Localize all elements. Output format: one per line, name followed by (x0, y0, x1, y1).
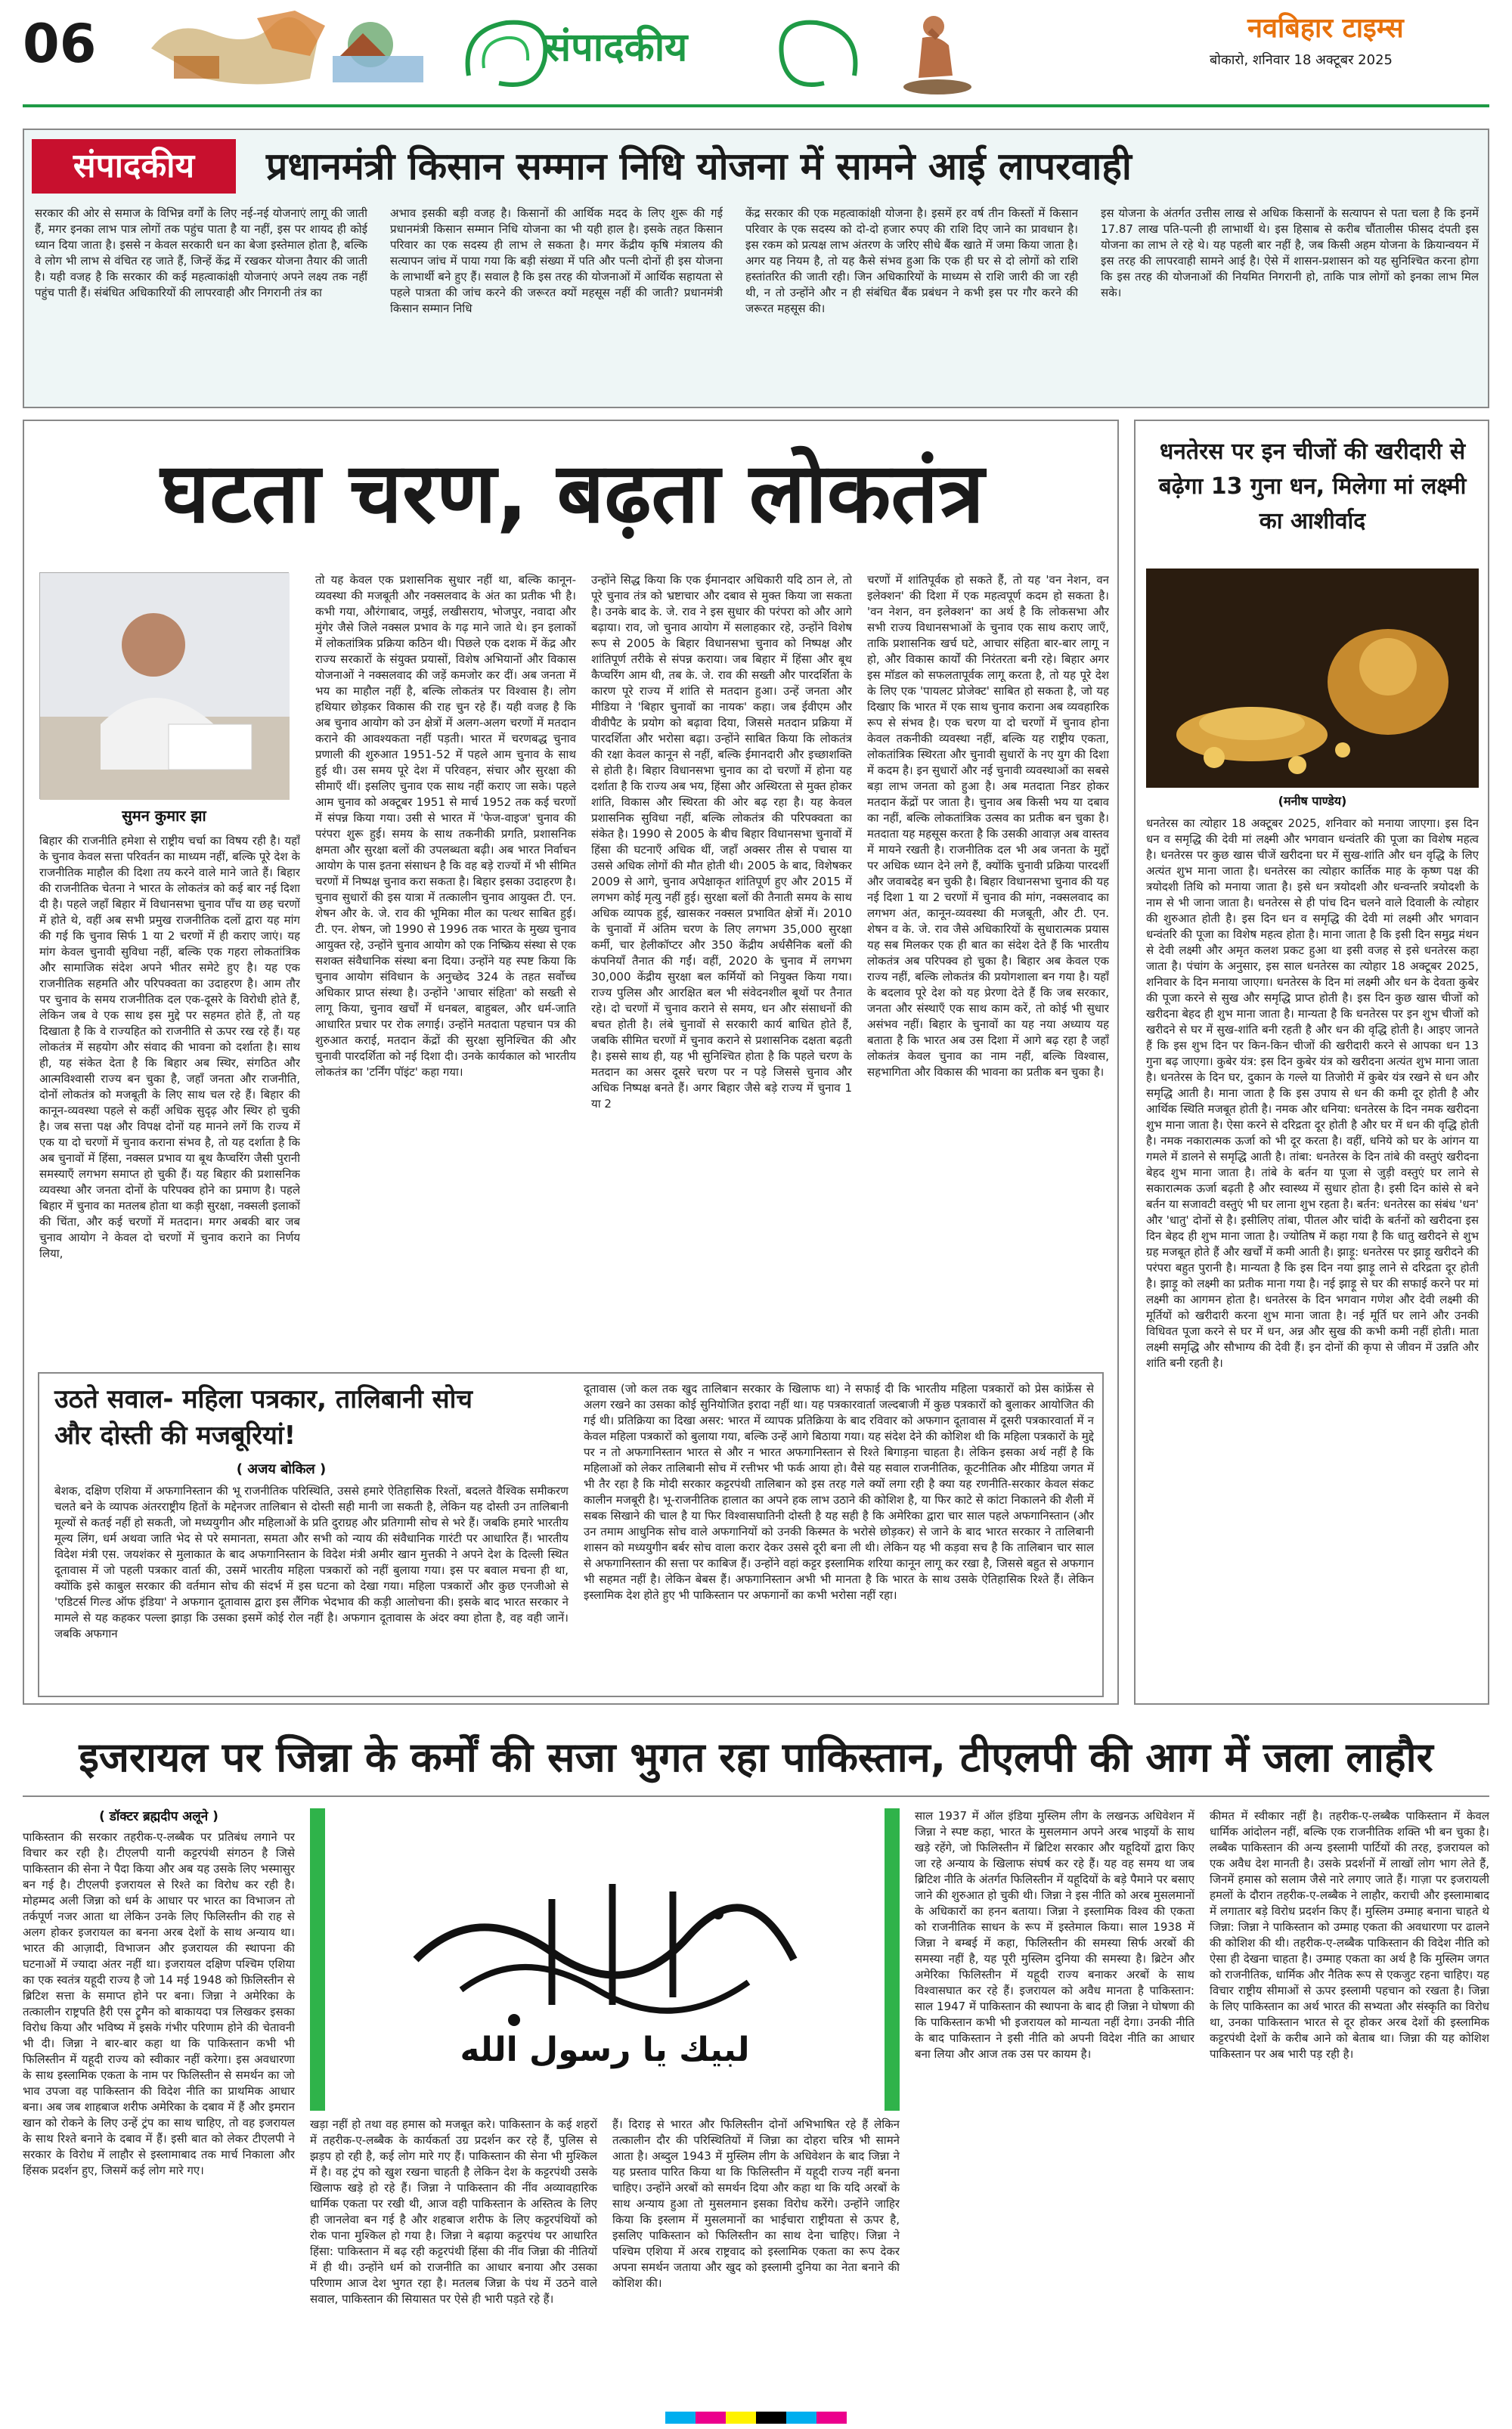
section-title: संपादकीय (544, 25, 688, 70)
women-headline: उठते सवाल- महिला पत्रकार, तालिबानी सोच और दोस्ती की मजबूरियां! (54, 1384, 472, 1451)
israel-rule (23, 1795, 1489, 1797)
sidebar-box (1134, 420, 1489, 1705)
israel-col-3: हैं। दिराइ से भारत और फिलिस्तीन दोनों अभिभाषित रहे हैं लेकिन तत्कालीन दौर की परिस्थितियों में जिन्ना का दोहरा चरित्र भी सामने आता है। अब्दुल 1943 में मुस्लिम लीग के अधिवेशन के बाद जिन्ना ने यह प्रस्ताव पारित किया था कि फिलिस्तीन में यहूदी राज्य नहीं बनना चाहिए। उन्होंने अरबों को समर्थन दिया और कहा था कि यदि अरबों के साथ अन्याय हुआ तो मुसलमान इसका विरोध करेंगे। उन्होंने जाहिर किया कि इस्लाम में मुसलमानों का भाईचारा राष्ट्रीयता से ऊपर है, इसलिए पाकिस्तान को फिलिस्तीन का साथ देना चाहिए। जिन्ना ने पश्चिम एशिया में अरब राष्ट्रवाद को इस्लामिक एकता का रूप देकर अपना समर्थन जताया और खुद को इस्लामी दुनिया का नेता बनाने की कोशिश की। (612, 2118, 900, 2290)
sidebar-photo (1146, 569, 1479, 788)
sidebar-headline: धनतेरस पर इन चीजों की खरीदारी से बढ़ेगा 13 गुना धन, मिलेगा मां लक्ष्मी का आशीर्वाद (1158, 438, 1467, 534)
main-headline: घटता चरण, बढ़ता लोकतंत्र (160, 445, 984, 541)
page-number: 06 (23, 13, 97, 75)
author-name: सुमन कुमार झा (122, 807, 206, 825)
editorial-tag: संपादकीय (32, 139, 236, 194)
israel-byline: ( डॉक्टर ब्रह्मदीप अलूने ) (99, 1809, 218, 1824)
sidebar-byline: (मनीष पाण्डेय) (1278, 794, 1347, 808)
masthead (0, 0, 1512, 106)
editorial-box (23, 129, 1489, 408)
masthead-swirl-right (779, 8, 869, 98)
calligraphy-banner (310, 1808, 900, 2111)
women-byline: ( अजय बोकिल ) (236, 1461, 327, 1477)
israel-headline: इजरायल पर जिन्ना के कर्मों की सजा भुगत रहा पाकिस्तान, टीएलपी की आग में जला लाहौर (79, 1733, 1433, 1781)
editorial-headline: प्रधानमंत्री किसान सम्मान निधि योजना में सामने आई लापरवाही (266, 144, 1132, 188)
main-col-4: चरणों में शांतिपूर्वक हो सकते हैं, तो यह 'वन नेशन, वन इलेक्शन' की दिशा में एक महत्वपूर्ण कदम हो सकता है। 'वन नेशन, वन इलेक्शन' का अर्थ है कि लोकसभा और सभी राज्य विधानसभाओं के चुनाव एक साथ कराए जाएँ, ताकि प्रशासनिक खर्च घटे, आचार संहिता बार-बार लागू न हो, और विकास कार्यों की निरंतरता बनी रहे। बिहार अगर इस मॉडल को सफलतापूर्वक लागू करता है, तो यह पूरे देश के लिए एक 'पायलट प्रोजेक्ट' साबित हो सकता है, जो यह दिखाए कि भारत में एक साथ चुनाव कराना अब व्यवहारिक रूप से संभव है। एक चरण या दो चरणों में चुनाव होना केवल तकनीकी व्यवस्था नहीं, बल्कि यह राष्ट्रीय एकता, लोकतांत्रिक स्थिरता और चुनावी सुधारों के नए युग की दिशा में कदम है। इन सुधारों और नई चुनावी व्यवस्थाओं का सबसे बड़ा लाभ जनता को हुआ है। अब मतदाता निडर होकर मतदान केंद्रों पर जाता है। चुनाव अब किसी भय या दबाव का नहीं, बल्कि लोकतांत्रिक उत्सव का प्रतीक बन चुका है। मतदाता यह महसूस करता है कि उसकी आवाज़ अब वास्तव में मायने रखती है। राजनीतिक दल भी अब जनता के मुद्दों पर अधिक ध्यान देने लगे हैं, क्योंकि चुनावी प्रक्रिया पारदर्शी और जवाबदेह बन चुकी है। बिहार विधानसभा चुनाव की यह नई दिशा 1 या 2 चरणों में चुनाव की मांग, नक्सलवाद का लगभग अंत, कानून-व्यवस्था की मजबूती, और टी. एन. शेषन व के. जे. राव जैसे अधिकारियों के सुधारात्मक प्रयास यह सब मिलकर एक ही बात का संदेश देते हैं कि भारतीय लोकतंत्र अब परिपक्व हो चुका है। बिहार अब केवल एक राज्य नहीं, बल्कि लोकतंत्र की प्रयोगशाला बन गया है। यहाँ के बदलाव पूरे देश को यह प्रेरणा देते हैं कि जब सरकार, जनता और संस्थाएँ एक साथ काम करें, तो कोई भी सुधार असंभव नहीं। बिहार के चुनावों का यह नया अध्याय यह बताता है कि भारत अब उस दिशा में आगे बढ़ रहा है जहाँ लोकतंत्र केवल चुनाव का नाम नहीं, बल्कि विश्वास, सहभागिता और विकास की भावना का प्रतीक बन चुका है। (867, 573, 1109, 1079)
dateline: बोकारो, शनिवार 18 अक्टूबर 2025 (1210, 52, 1393, 68)
women-col-2: दूतावास (जो कल तक खुद तालिबान सरकार के खिलाफ था) ने सफाई दी कि भारतीय महिला पत्रकारों को प्रेस कांफ्रेंस से अलग रखने का उसका कोई सुनियोजित इरादा नहीं था। यह पत्रकारवार्ता जल्दबाजी में कुछ पत्रकारों को बुलाकर आयोजित की गई थी। प्रतिक्रिया का दिखा असर: भारत में व्यापक प्रतिक्रिया के बाद रविवार को अफगान दूतावास में दूसरी पत्रकारवार्ता में न केवल महिला पत्रकारों को बुलाया गया, बल्कि उन्हें आगे बिठाया गया। यह संदेश देने की कोशिश थी कि महिला पत्रकारों के मुद्दे पर न तो अफगानिस्तान भारत से और न भारत अफगानिस्तान से रिश्ते बिगाड़ना चाहता है। लेकिन इसका अर्थ नहीं है कि महिलाओं को लेकर तालिबानी सोच में रत्तीभर भी फर्क आया हो। वैसे यह सवाल राजनीतिक, कूटनीतिक और मीडिया जगत में भी तैर रहा है कि मोदी सरकार कट्टरपंथी तालिबान को इस तरह गले क्यों लगा रही है क्या यह रणनीति-सरकार केवल संकट कालीन मजबूरी है। भू-राजनीतिक हालात का अपने हक लाभ उठाने की कोशिश है, या फिर काटे से कांटा निकालने की शैली में सबक सिखाने की चाल है या फिर विश्वासघातिनी दोस्ती है यह सही है कि अमेरिका द्वारा चार साल पहले अफगानिस्तान (और उन तमाम आधुनिक सोच वाले अफगानियों को उनकी किस्मत के भरोसे छोड़कर) से जाने के बाद भारत सरकार ने तालिबानी शासन को मध्ययुगीन बर्बर सोच वाला करार देकर उससे दूरी बना ली थी। लेकिन यह भी कड़वा सच है कि तालिबान चार साल से अफगानिस्तान की सत्ता पर काबिज हैं। उन्होंने वहां कट्टर इस्लामिक शरिया कानून लागू कर रखा है, जिससे बहुत से अफगान भी सहमत नहीं है। लेकिन बेबस हैं। अफगानिस्तान अभी भी मानता है कि भारत के साथ उसके ऐतिहासिक रिश्ते हैं। लेकिन इस्लामिक देश होते हुए भी पाकिस्तान पर अफगानों का कभी भरोसा नहीं रहा। (584, 1382, 1094, 1602)
main-col-1-text: बिहार की राजनीति हमेशा से राष्ट्रीय चर्चा का विषय रही है। यहाँ के चुनाव केवल सत्ता परिवर्तन का माध्यम नहीं, बल्कि पूरे देश के राजनीतिक माहौल की दिशा तय करने वाले माने जाते हैं। बिहार की राजनीतिक चेतना ने भारत के लोकतंत्र को कई बार नई दिशा दी है। पहले जहाँ बिहार में विधानसभा चुनाव पाँच या छह चरणों में होते थे, वहीं अब सभी प्रमुख राजनीतिक दलों द्वारा यह मांग की गई कि चुनाव सिर्फ 1 या 2 चरणों में ही कराए जाएं। यह मांग केवल चुनावी सुविधा नहीं, बल्कि एक गहरा लोकतांत्रिक और सामाजिक संदेश अपने भीतर समेटे हुए है। यह एक राजनीतिक सहमति और परिपक्वता का उदाहरण है। आम तौर पर चुनाव के समय राजनीतिक दल एक-दूसरे के विरोधी होते हैं, लेकिन जब वे एक साथ इस मुद्दे पर सहमत होते हैं, तो यह दिखाता है कि वे राज्यहित को राजनीति से ऊपर रख रहे हैं। यह लोकतंत्र में सहयोग और संवाद की भावना को दर्शाता है। साथ ही, यह संकेत देता है कि बिहार अब स्थिर, संगठित और आत्मविश्वासी राज्य बन चुका है, जहाँ जनता और राजनीति, दोनों लोकतंत्र को मजबूती के लिए साथ चल रहे हैं। बिहार की कानून-व्यवस्था पहले से कहीं अधिक सुदृढ़ और स्थिर हो चुकी है। जब सत्ता पक्ष और विपक्ष दोनों यह मानने लगें कि राज्य में एक या दो चरणों में चुनाव कराना संभव है, तो यह दर्शाता है कि अब चुनावों में हिंसा, नक्सल प्रभाव या बूथ कैप्चरिंग जैसी पुरानी समस्याएँ लगभग समाप्त हो चुकी हैं। यह बिहार की प्रशासनिक व्यवस्था और जनता दोनों के परिपक्व होने का प्रमाण है। पहले बिहार में चुनाव का मतलब होता था कड़ी सुरक्षा, नक्सली इलाकों की चिंता, और कई चरणों में मतदान। मगर अबकी बार जब चुनाव आयोग ने केवल दो चरणों में चुनाव कराने का निर्णय लिया, (39, 834, 300, 1260)
registration-bar (665, 2412, 847, 2424)
calligraphy-text: لبيك يا رسول الله (460, 2031, 750, 2069)
editorial-col-3: केंद्र सरकार की एक महत्वाकांक्षी योजना है। इसमें हर वर्ष तीन किस्तों में किसान परिवार के एक सदस्य को दो-दो हजार रुपए की राशि दिए जाने का प्रावधान है। इस रकम को प्रत्यक्ष लाभ अंतरण के जरिए सीधे बैंक खाते में जमा किया जाता है। अगर यह नियम है, तो यह कैसे संभव हुआ कि एक ही घर से दो लोगों को राशि हस्तांतरित की जाती रही। जिन अधिकारियों के माध्यम से राशि जारी की जा रही थी, न तो उन्होंने और न ही संबंधित बैंक प्रबंधन ने कभी इस पर गौर करने की जरूरत महसूस की। (745, 206, 1078, 315)
israel-col-1: पाकिस्तान की सरकार तहरीक-ए-लब्बैक पर प्रतिबंध लगाने पर विचार कर रही है। टीएलपी यानी कट्टरपंथी संगठन है जिसे पाकिस्तान की सेना ने पैदा किया और अब यह उसके लिए भस्मासुर बन गई है। टीएलपी इजरायल से रिश्ते का विरोध कर रही है। मोहम्मद अली जिन्ना को धर्म के आधार पर भारत का विभाजन तो तर्कपूर्ण नजर आता था लेकिन उनके लिए फिलिस्तीन की राह से अलग होकर इजरायल का बनना अरब देशों के साथ अन्याय था। भारत की आज़ादी, विभाजन और इजरायल की स्थापना की घटनाओं में ज्यादा अंतर नहीं था। इजरायल दक्षिण पश्चिम एशिया का एक स्वतंत्र यहूदी राज्य है जो 14 मई 1948 को फ़िलिस्तीन से ब्रिटिश सत्ता के समाप्त होने पर बना। जिन्ना ने अमेरिका के तत्कालीन राष्ट्रपति हैरी एस ट्रूमैन को बाकायदा पत्र लिखकर इसका विरोध किया और भविष्य में इसके गंभीर परिणाम होने की चेतावनी भी दी। जिन्ना ने बार-बार कहा था कि पाकिस्तान कभी भी फिलिस्तीन में यहूदी राज्य को स्वीकार नहीं करेगा। इस अवधारणा के साथ इस्लामिक एकता के नाम पर फिलिस्तीन से समर्थन का जो भाव उपजा वह पाकिस्तान की विदेश नीति का प्राथमिक आधार बना। अब जब शाहबाज शरीफ अमेरिका के दबाव में हैं और इमरान खान को रोकने के लिए उन्हें ट्रंप का साथ चाहिए, तो वह इजरायल के साथ रिश्ते बनाने के दबाव में हैं। इसी बात को लेकर टीएलपी ने सरकार के विरोध में लाहौर से इस्लामाबाद तक मार्च निकाला और हिंसक प्रदर्शन हुए, जिसमें कई लोग मारे गए। (23, 1830, 295, 2177)
masthead-swirl (454, 8, 559, 98)
editorial-col-2: अभाव इसकी बड़ी वजह है। किसानों की आर्थिक मदद के लिए शुरू की गई प्रधानमंत्री किसान सम्मान निधि योजना का भी यही हाल है। इसके तहत किसान परिवार का एक सदस्य ही लाभ ले सकता है। मगर केंद्रीय कृषि मंत्रालय की सत्यापन जांच में पाया गया कि बड़ी संख्या में पति और पत्नी दोनों ही इस योजना के लाभार्थी बने हुए हैं। सवाल है कि इस तरह की योजनाओं में आर्थिक सहायता से पहले पात्रता की जांच करने की जरूरत क्यों महसूस नहीं की जाती? प्रधानमंत्री किसान सम्मान निधि (390, 206, 723, 315)
author-photo (39, 572, 289, 799)
israel-col-4: साल 1937 में ऑल इंडिया मुस्लिम लीग के लखनऊ अधिवेशन में जिन्ना ने स्पष्ट कहा, भारत के मुसलमान अपने अरब भाइयों के साथ खड़े रहेंगे, जो फिलिस्तीन में ब्रिटिश सरकार और यहूदियों द्वारा किए जा रहे अन्याय के खिलाफ संघर्ष कर रहे हैं। यह वह समय था जब ब्रिटिश नीति के अंतर्गत फिलिस्तीन में यहूदियों के बड़े पैमाने पर बसाए जाने की शुरुआत हो चुकी थी। जिन्ना ने इस नीति को अरब मुसलमानों के अधिकारों का हनन बताया। जिन्ना ने इस्लामिक विश्व की एकता को राजनीतिक साधन के रूप में इस्तेमाल किया। साल 1938 में जिन्ना ने बम्बई में कहा, फिलिस्तीन की समस्या सिर्फ अरबों की समस्या नहीं है, यह पूरी मुस्लिम दुनिया की समस्या है। ब्रिटेन और अमेरिका फिलिस्तीन में यहूदी राज्य बनाकर अरबों के साथ विश्वासघात कर रहे हैं। इजरायल को अवैध मानता है पाकिस्तान: साल 1947 में पाकिस्तान की स्थापना के बाद ही जिन्ना ने घोषणा की कि पाकिस्तान कभी भी इजरायल को मान्यता नहीं देगा। उनकी नीति के बाद पाकिस्तान ने इसी नीति को अपनी विदेश नीति का आधार बना लिया और आज तक उस पर कायम है। (915, 1809, 1194, 2061)
israel-col-2: खड़ा नहीं हो तथा वह हमास को मजबूत करे। पाकिस्तान के कई शहरों में तहरीक-ए-लब्बैक के कार्यकर्ता उग्र प्रदर्शन कर रहे हैं, पुलिस से झड़प हो रही है, कई लोग मारे गए हैं। पाकिस्तान की सेना भी मुश्किल में है। वह ट्रंप को खुश रखना चाहती है लेकिन देश के कट्टरपंथी उसके खिलाफ खड़े हो रहे हैं। जिन्ना ने पाकिस्तान की नींव अव्यावहारिक धार्मिक एकता पर रखी थी, आज वही पाकिस्तान के अस्तित्व के लिए ही जानलेवा बन गई है और शहबाज शरीफ के लिए कट्टरपंथियों को रोक पाना मुश्किल हो गया है। जिन्ना ने बढ़ाया कट्टरपंथ पर आधारित हिंसा: पाकिस्तान में बढ़ रही कट्टरपंथी हिंसा की नींव जिन्ना की नीतियों में ही थी। उन्होंने धर्म को राजनीति का आधार बनाया और उसका परिणाम आज देश भुगत रहा है। मतलब जिन्ना के पंथ में उठने वाले सवाल, पाकिस्तान की सियासत पर ऐसे ही भारी पड़ते रहे हैं। (310, 2118, 597, 2306)
main-col-3: उन्होंने सिद्ध किया कि एक ईमानदार अधिकारी यदि ठान ले, तो पूरे चुनाव तंत्र को भ्रष्टाचार और दबाव से मुक्त किया जा सकता है। उनके बाद के. जे. राव ने इस सुधार की परंपरा को और आगे बढ़ाया। राव, जो चुनाव आयोग में सलाहकार रहे, उन्होंने विशेष रूप से 2005 के बिहार विधानसभा चुनाव को निष्पक्ष और शांतिपूर्ण तरीके से संपन्न कराया। जब बिहार में हिंसा और बूथ कैप्चरिंग आम थी, तब के. जे. राव की सख्ती और पारदर्शिता के कारण पूरे राज्य में शांति से मतदान हुआ। उन्हें जनता और मीडिया ने 'बिहार चुनावों का नायक' कहा। जब ईवीएम और वीवीपैट के प्रयोग को बढ़ावा दिया, जिससे मतदान प्रक्रिया में पारदर्शिता और भरोसा बढ़ा। उन्होंने साबित किया कि लोकतंत्र की रक्षा केवल कानून से नहीं, बल्कि ईमानदारी और इच्छाशक्ति से होती है। बिहार विधानसभा चुनाव का दो चरणों में होना यह दर्शाता है कि राज्य अब भय, हिंसा और अस्थिरता से मुक्त होकर शांति, विकास और स्थिरता की ओर बढ़ रहा है। यह केवल प्रशासनिक सुविधा नहीं, बल्कि लोकतंत्र की परिपक्वता का संकेत है। 1990 से 2005 के बीच बिहार विधानसभा चुनावों में हिंसा की घटनाएँ अधिक थीं, जहाँ अक्सर तीस से पचास या उससे अधिक लोगों की मौत होती थी। 2005 के बाद, विशेषकर 2009 से आगे, चुनाव अपेक्षाकृत शांतिपूर्ण हुए और 2015 में लगभग कोई मृत्यु नहीं हुई। सुरक्षा बलों की तैनाती समय के साथ अधिक व्यापक हुई, खासकर नक्सल प्रभावित क्षेत्रों में। 2010 के चुनावों में अंतिम चरण के लिए लगभग 35,000 सुरक्षा कर्मी, चार हेलीकॉप्टर और 350 केंद्रीय अर्धसैनिक बलों की कंपनियाँ तैनात की गईं। वहीं, 2020 के चुनाव में लगभग 30,000 केंद्रीय सुरक्षा बल कर्मियों को नियुक्त किया गया। राज्य पुलिस और आरक्षित बल भी संवेदनशील बूथों पर तैनात रहे। दो चरणों में चुनाव कराने से समय, धन और संसाधनों की बचत होती है। लंबे चुनावों से सरकारी कार्य बाधित होते हैं, जबकि सीमित चरणों में चुनाव कराने से प्रशासनिक दक्षता बढ़ती है। इससे साथ ही, यह भी सुनिश्चित होता है कि पहले चरण के मतदान का असर दूसरे चरण पर न पड़े जिससे चुनाव और अधिक निष्पक्ष बनते हैं। अगर बिहार जैसे बड़े राज्य में चुनाव 1 या 2 (591, 573, 852, 1111)
main-col-2: तो यह केवल एक प्रशासनिक सुधार नहीं था, बल्कि कानून-व्यवस्था की मजबूती और नक्सलवाद के अंत का प्रतीक भी है। कभी गया, औरंगाबाद, जमुई, लखीसराय, भोजपुर, नवादा और मुंगेर जैसे जिले नक्सल प्रभाव के गढ़ माने जाते थे। इन इलाकों में लोकतांत्रिक प्रक्रिया कठिन थी। पिछले एक दशक में केंद्र और राज्य सरकारों के संयुक्त प्रयासों, विशेष अभियानों और विकास योजनाओं ने नक्सलवाद की जड़ें कमजोर कर दीं। अब जनता में भय का माहौल नहीं है, बल्कि लोकतंत्र पर विश्वास है। लोग हथियार छोड़कर विकास की राह चुन रहे हैं। यही वजह है कि अब चुनाव आयोग को उन क्षेत्रों में अलग-अलग चरणों में मतदान कराने की आवश्यकता नहीं पड़ती। भारत में चरणबद्ध चुनाव प्रणाली की शुरुआत 1951-52 में पहले आम चुनाव के साथ हुई थी। उस समय पूरे देश में परिवहन, संचार और सुरक्षा की सीमाएँ थीं। इसलिए चुनाव एक साथ नहीं कराए जा सके। पहले आम चुनाव को अक्टूबर 1951 से मार्च 1952 तक कई चरणों में संपन्न किया गया। उसी से भारत में 'फेज-वाइज' चुनाव की परंपरा शुरू हुई। समय के साथ तकनीकी प्रगति, प्रशासनिक क्षमता और सुरक्षा बलों की उपलब्धता बढ़ी। अब भारत निर्वाचन आयोग के पास इतना संसाधन है कि वह बड़े राज्यों में भी सीमित चरणों में निष्पक्ष चुनाव करा सकता है। बिहार इसका उदाहरण है। चुनाव सुधारों की इस यात्रा में तत्कालीन चुनाव आयुक्त टी. एन. शेषन और के. जे. राव की भूमिका मील का पत्थर साबित हुई। टी. एन. शेषन, जो 1990 से 1996 तक भारत के मुख्य चुनाव आयुक्त रहे, उन्होंने चुनाव आयोग को एक निष्क्रिय संस्था से एक सशक्त संवैधानिक संस्था बना दिया। उन्होंने यह स्पष्ट किया कि चुनाव आयोग संविधान के अनुच्छेद 324 के तहत सर्वोच्च अधिकार प्राप्त संस्था है। उन्होंने 'आचार संहिता' को सख्ती से लागू किया, चुनाव खर्चों में धनबल, बाहुबल, और धर्म-जाति आधारित प्रचार पर रोक लगाई। उन्होंने मतदाता पहचान पत्र की शुरुआत कराई, मतदान केंद्रों की सुरक्षा सुनिश्चित की और चुनावी पारदर्शिता को नई दिशा दी। उनके कार्यकाल को भारतीय लोकतंत्र का 'टर्निंग पॉइंट' कहा गया। (315, 573, 576, 1079)
women-article (38, 1372, 1104, 1697)
editorial-col-4: इस योजना के अंतर्गत उत्तीस लाख से अधिक किसानों के सत्यापन से पता चला है कि इनमें 17.87 लाख पति-पत्नी ही लाभार्थी थे। इस हिसाब से करीब चौंतालीस फीसद दंपती इस योजना का लाभ ले रहे थे। यह पहली बार नहीं है, जब किसी अहम योजना के क्रियान्वयन में इस तरह की लापरवाही सामने आई है। ऐसे में शासन-प्रशासन को यह सुनिश्चित करना होगा कि इस तरह की योजनाओं की नियमित निगरानी हो, ताकि पात्र लोगों को इनका लाभ मिल सके। (1101, 206, 1479, 299)
masthead-rule (23, 104, 1489, 107)
women-col-1: बेशक, दक्षिण एशिया में अफगानिस्तान की भू राजनीतिक परिस्थिति, उससे हमारे ऐतिहासिक रिश्तों, बदलते वैश्विक समीकरण चलते बने के व्यापक अंतरराष्ट्रीय हितों के मद्देनजर तालिबान से दोस्ती सही मानी जा सकती है, लेकिन यह दोस्ती उन तालिबानी मूल्यों से कतई नहीं हो सकती, जो मध्ययुगीन और महिलाओं के प्रति दुराग्रह और प्रतिगामी सोच से भरे हैं। जबकि हमारे भारतीय मूल्य लिंग, धर्म अथवा जाति भेद से परे समानता, समता और सभी को न्याय की संवैधानिक गारंटी पर आधारित हैं। भारतीय विदेश मंत्री एस. जयशंकर से मुलाकात के बाद अफगानिस्तान के विदेश मंत्री अमीर खान मुत्तकी ने अपने देश के दिल्ली स्थित दूतावास में जो पहली पत्रकार वार्ता की, उसमें भारतीय महिला पत्रकारों को नहीं बुलाया गया। इस पर बवाल मचना ही था, क्योंकि इसे काबुल सरकार की वर्तमान सोच की संदर्भ में इस घटना को देखा गया। महिला पत्रकारों और कुछ एनजीओ से 'एडिटर्स गिल्ड ऑफ इंडिया' ने अफगान दूतावास द्वारा इस लैंगिक भेदभाव की कड़ी आलोचना की। इसके बाद भारत सरकार ने मामले से यह कहकर पल्ला झाड़ा कि उसका इसमें कोई रोल नहीं है। अफगान दूतावास के अंदर क्या होता है, वह वही जानें। जबकि अफगान (54, 1484, 569, 1641)
masthead-illustration (144, 3, 446, 94)
thinker-illustration (892, 4, 983, 98)
israel-col-5: कीमत में स्वीकार नहीं है। तहरीक-ए-लब्बैक पाकिस्तान में केवल धार्मिक आंदोलन नहीं, बल्कि एक राजनीतिक शक्ति भी बन चुका है। लब्बैक पाकिस्तान की अन्य इस्लामी पार्टियों की तरह, इजरायल को एक अवैध देश मानती है। उसके प्रदर्शनों में लाखों लोग भाग लेते हैं, जिनमें हमास को सलाम जैसे नारे लगाए जाते हैं। गाज़ा पर इजरायली हमलों के दौरान तहरीक-ए-लब्बैक ने लाहौर, कराची और इस्लामाबाद में लगातार बड़े विरोध प्रदर्शन किए हैं। मुस्लिम उम्माह बनाना चाहते थे जिन्ना: जिन्ना ने पाकिस्तान को उम्माह एकता की अवधारणा पर ढालने की कोशिश की थी। तहरीक-ए-लब्बैक पाकिस्तान की विदेश नीति को ऐसा ही देखना चाहता है। उम्माह एकता का अर्थ है कि मुस्लिम जगत को राजनीतिक, धार्मिक और नैतिक रूप से एकजुट रहना चाहिए। यह विचार राष्ट्रीय सीमाओं से ऊपर इस्लामी पहचान को रखता है। जिन्ना के लिए पाकिस्तान का अर्थ भारत की सभ्यता और संस्कृति का विरोध था, उनका पाकिस्तान भारत से दूर होकर अरब देशों की इस्लामिक कट्टरपंथी देशों के करीब आने को बेताब था। जिन्ना की यह कोशिश पाकिस्तान पर अब भारी पड़ रही है। (1210, 1809, 1489, 2061)
editorial-col-1: सरकार की ओर से समाज के विभिन्न वर्गों के लिए नई-नई योजनाएं लागू की जाती हैं, मगर इनका लाभ पात्र लोगों तक पहुंच पाता है या नहीं, इस पर शायद ही कोई ध्यान दिया जाता है। इससे न केवल सरकारी धन का बेजा इस्तेमाल होता है, बल्कि वे लोग भी लाभ से वंचित रह जाते हैं, जिन्हें केंद्र में रखकर योजना तैयार की जाती है। यही वजह है कि सरकार की कई महत्वाकांक्षी योजनाएं अपने लक्ष्य तक नहीं पहुंच पाती हैं। संबंधित अधिकारियों की लापरवाही और निगरानी तंत्र का (35, 206, 367, 299)
sidebar-body: धनतेरस का त्योहार 18 अक्टूबर 2025, शनिवार को मनाया जाएगा। इस दिन धन व समृद्धि की देवी मां लक्ष्मी और भगवान धन्वंतरि की पूजा का विशेष महत्व है। धनतेरस पर कुछ खास चीजें खरीदना घर में सुख-शांति और धन वृद्धि के लिए अत्यंत शुभ माना जाता है। धनतेरस का त्योहार कार्तिक माह के कृष्ण पक्ष की त्रयोदशी तिथि को मनाया जाता है। इसे धन त्रयोदशी और धन्वन्तरि त्रयोदशी के नाम से भी जाना जाता है। धनतेरस से ही पांच दिन चलने वाले दिवाली के त्योहार की शुरुआत होती है। इस दिन धन व समृद्धि की देवी मां लक्ष्मी और भगवान धन्वंतरि की पूजा का विशेष महत्व होता है। माना जाता है कि इसी दिन समुद्र मंथन से देवी लक्ष्मी और अमृत कलश प्रकट हुआ था इसी वजह से इसे धनतेरस कहा जाता है। पंचांग के अनुसार, इस साल धनतेरस का त्योहार 18 अक्टूबर 2025, शनिवार के दिन मनाया जाएगा। धनतेरस के दिन मां लक्ष्मी और धन के देवता कुबेर की पूजा करने से सुख और समृद्धि प्राप्त होती है। इस दिन कुछ खास चीजों को खरीदना बेहद ही शुभ माना जाता है। मान्यता है कि धनतेरस पर इन शुभ चीजों को खरीदने से घर में सुख-शांति बनी रहती है और धन की वृद्धि होती है। आइए जानते हैं कि इस शुभ दिन पर किन-किन चीजों की खरीदारी करने से आपका धन 13 गुना बढ़ जाएगा। कुबेर यंत्र: इस दिन कुबेर यंत्र को खरीदना अत्यंत शुभ माना जाता है। धनतेरस के दिन घर, दुकान के गल्ले या तिजोरी में कुबेर यंत्र रखने से धन और समृद्धि आती है। माना जाता है कि इस उपाय से धन की कमी दूर होती है और आर्थिक स्थिति मजबूत होती है। नमक और धनिया: धनतेरस के दिन नमक खरीदना शुभ माना जाता है। ऐसा करने से दरिद्रता दूर होती है और घर में धन की वृद्धि होती है। नमक नकारात्मक ऊर्जा को भी दूर करता है। वहीं, धनिये को घर के आंगन या गमले में डालने से समृद्धि आती है। तांबा: धनतेरस के दिन तांबे की वस्तुएं खरीदना बेहद शुभ माना जाता है। तांबे के बर्तन या पूजा से जुड़ी वस्तुएं घर लाने से सकारात्मक ऊर्जा बढ़ती है और स्वास्थ्य में सुधार होता है। इसी दिन कांसे से बने बर्तन या सजावटी वस्तुएं भी घर लाना शुभ रहता है। बर्तन: धनतेरस का संबंध 'धन' और 'धातु' दोनों से है। इसीलिए तांबा, पीतल और चांदी के बर्तनों को खरीदना इस दिन बेहद ही शुभ माना जाता है। ज्योतिष में कहा गया है कि धातु खरीदने से शुभ ग्रह मजबूत होते हैं और खर्चों में कमी आती है। झाड़ू: धनतेरस पर झाड़ू खरीदने की परंपरा बहुत पुरानी है। मान्यता है कि इस दिन नया झाड़ू लाने से दरिद्रता दूर होती है। झाड़ू को लक्ष्मी का प्रतीक माना गया है। नई झाड़ू से घर की सफाई करने पर मां लक्ष्मी का आगमन होता है। धनतेरस के दिन भगवान गणेश और देवी लक्ष्मी की मूर्तियों को खरीदारी करना शुभ माना जाता है। नई मूर्ति घर लाने और उनकी विधिवत पूजा करने से घर में धन, अन्न और सुख की कभी कमी नहीं होती। माता लक्ष्मी समृद्धि और सौभाग्य की देवी हैं। इन दोनों की कृपा से जीवन में उन्नति और शांति बनी रहती है। (1146, 816, 1479, 1370)
paper-name: नवबिहार टाइम्स (1247, 13, 1404, 44)
